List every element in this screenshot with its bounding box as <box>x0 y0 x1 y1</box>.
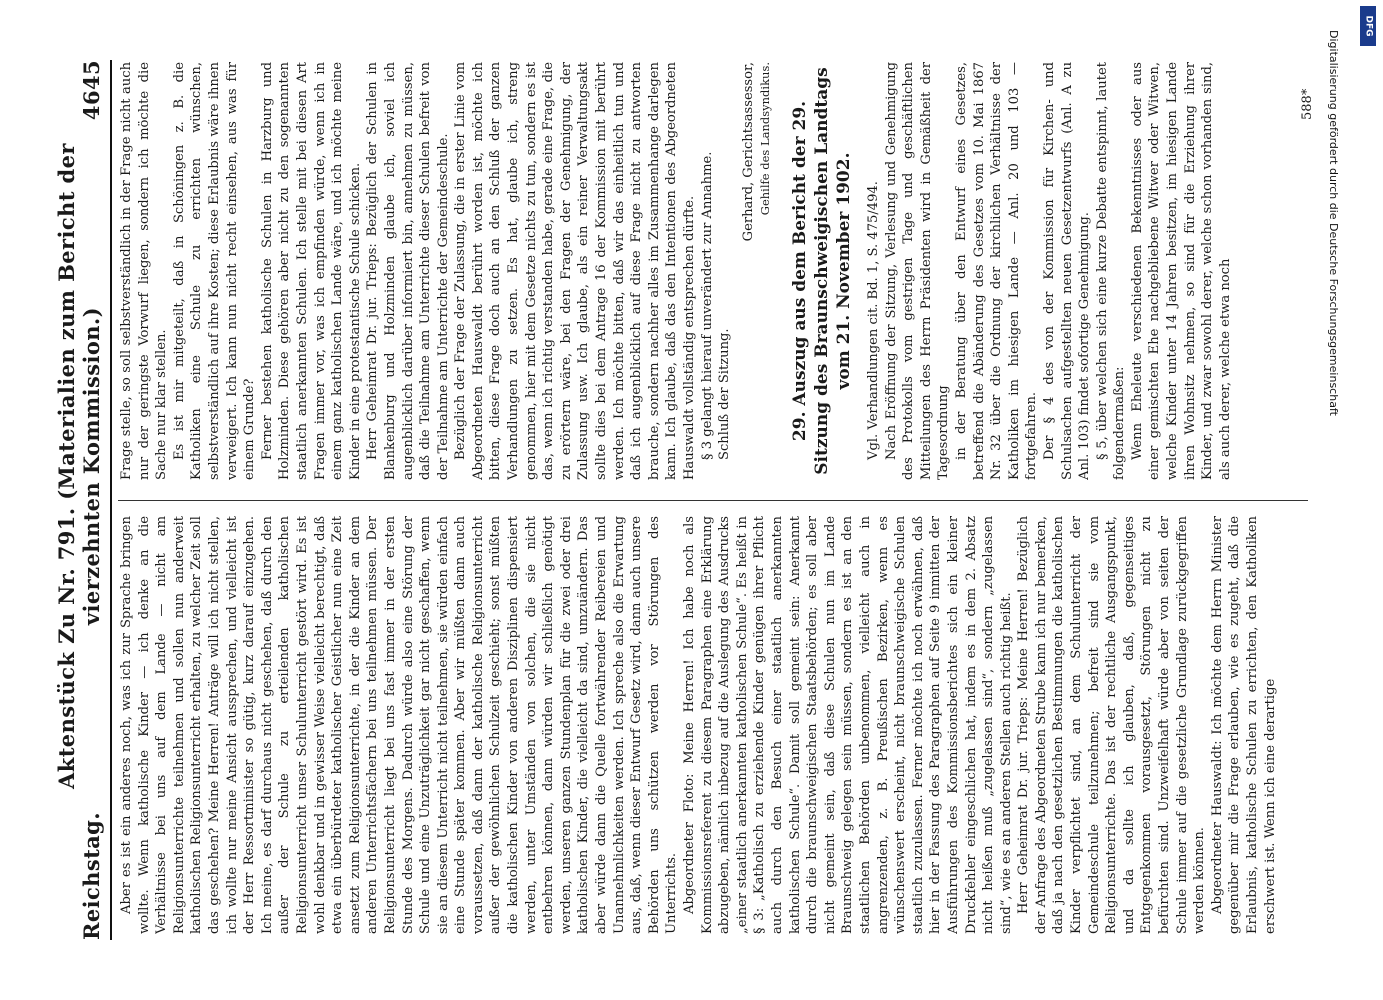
paragraph: Ferner bestehen katholische Schulen in Harzburg und Holzminden. Diese gehören aber nicht zu den sogenannten staatlich anerkannten Schulen. Ich stelle mit bei diesen Art Fragen immer vor, was ich empfinden würde, wenn ich in einem ganz katholischen Lande wäre, und ich möchte meine Kinder in eine protestantische Schule schicken. <box>259 62 363 480</box>
signature: Gerhard, Gerichtsassessor, <box>740 62 756 242</box>
footer-signature-mark: 588* <box>1300 88 1315 120</box>
paragraph: in der Beratung über den Entwurf eines Gesetzes, betreffend die Abänderung des Gesetzes vom 10. Mai 1867 Nr. 32 über die Ordnung der kirchlichen Verhältnisse der Katholiken im hiesigen Lande — Anl. 20 und 103 — fortgefahren. <box>953 62 1040 480</box>
header-title: Aktenstück Zu Nr. 791. (Materialien zum Bericht der vierzehnten Kommission.) <box>54 143 104 789</box>
dfg-logo-text: DFG <box>1363 15 1374 37</box>
paragraph: Abgeordneter Floto: Meine Herren! Ich habe noch als Kommissionsreferent zu diesem Paragraphen eine Erklärung abzugeben, nämlich inbezug auf die Auslegung des Ausdrucks „einer staatlich anerkannten katholischen Schule“. Es heißt in § 3: „Katholisch zu erziehende Kinder genügen ihrer Pflicht auch durch den Besuch einer staatlich anerkannten katholischen Schule“. Damit soll gemeint sein: Anerkannt durch die braunschweigischen Staatsbehörden; es soll aber nicht gemeint sein, daß diese Schulen nun im Lande Braunschweig gelegen sein müssen, sondern es ist an den staatlichen Behörden unbenommen, vielleicht auch in angrenzenden, z. B. Preußischen Bezirken, wenn es wünschenswert erscheint, nicht braunschweigische Schulen staatlich zuzulassen. Ferner möchte ich noch erwähnen, daß hier in der Fassung des Paragraphen auf Seite 9 inmitten der Ausführungen des Kommissionsberichtes sich ein kleiner Druckfehler eingeschlichen hat, indem es in dem 2. Absatz nicht heißen muß „zugelassen sind“, sondern „zugelassen sind“, wie es an anderen Stellen auch richtig heißt. <box>682 516 1014 934</box>
left-column <box>118 516 1318 934</box>
digitization-credit: Digitalisierung gefördert durch die Deutsche Forschungsgemeinschaft <box>1327 30 1340 416</box>
paragraph: Abgeordneter Hauswaldt: Ich möchte dem Herrn Minister gegenüber mir die Frage erlauben, wie es zugeht, daß die Erlaubnis, katholische Schulen zu errichten, den Katholiken erschwert ist. Wenn ich eine derartige <box>1209 516 1278 934</box>
paragraph: Vgl. Verhandlungen cit. Bd. 1, S. 475/494. <box>865 181 881 460</box>
section-heading: 29. Auszug aus dem Bericht der 29. Sitzung des Braunschweigischen Landtags vom 21. November 1902. <box>789 67 854 475</box>
page-number: 4645 <box>79 60 104 121</box>
right-column <box>118 62 1318 480</box>
header-left: Reichstag. <box>79 812 104 940</box>
dfg-logo <box>1360 6 1376 46</box>
column-divider <box>118 500 1308 501</box>
paragraph: Herr Geheimrat Dr. jur. Trieps: Bezüglich der Schulen in Blankenburg und Holzminden glaube ich, soviel ich augenblicklich darüber informiert bin, annehmen zu müssen, daß die Teilnahme am Unterrichte dieser Schulen befreit von der Teilnahme am Unterrichte der Gemeindeschule. <box>365 62 451 480</box>
running-header <box>54 60 112 940</box>
paragraph: Es ist mir mitgeteilt, daß in Schöningen z. B. die Katholiken eine Schule zu errichten wünschen, selbstverständlich auf ihre Kosten; diese Erlaubnis wäre ihnen verweigert. Ich kann nun nicht recht einsehen, aus was für einem Grunde? <box>171 62 258 480</box>
paragraph: Herr Geheimrat Dr. jur. Trieps: Meine Herren! Bezüglich der Anfrage des Abgeordneten Strube kann ich nur bemerken, daß ja nach den gesetzlichen Bestimmungen die katholischen Kinder verpflichtet sind, an dem Schulunterricht der Gemeindeschule teilzunehmen; befreit sind sie vom Religionsunterrichte. Das ist der rechtliche Ausgangspunkt, und da sollte ich glauben, daß, gegenseitiges Entgegenkommen vorausgesetzt, Störungen nicht zu befürchten sind. Unzweifelhaft würde aber von seiten der Schule immer auf die gesetzliche Grundlage zurückgegriffen werden können. <box>1016 516 1208 934</box>
paragraph: Der § 4 des von der Kommission für Kirchen- und Schulsachen aufgestellten neuen Gesetzentwurfs (Anl. A zu Anl. 103) findet sofortige Genehmigung. <box>1041 62 1093 480</box>
paragraph: Nach Eröffnung der Sitzung, Verlesung und Genehmigung des Protokolls vom gestrigen Tage und geschäftlichen Mitteilungen des Herrn Präsidenten wird in Gemäßheit der Tagesordnung <box>883 62 952 480</box>
paragraph: Wenn Eheleute verschiedenen Bekenntnisses oder aus einer gemischten Ehe nachgebliebene Witwer oder Witwen, welche Kinder unter 14 Jahren besitzen, im hiesigen Lande ihren Wohnsitz nehmen, so sind für die Erziehung ihrer Kinder, und zwar sowohl derer, welche schon vorhanden sind, als auch derer, welche etwa noch <box>1129 62 1233 480</box>
paragraph: Frage stelle, so soll selbstverständlich in der Frage nicht auch nur der geringste Vorwurf liegen, sondern ich möchte die Sache nur klar stellen. <box>119 62 170 480</box>
paragraph: § 5, über welchen sich eine kurze Debatte entspinnt, lautet folgendermaßen: <box>1094 62 1128 480</box>
paragraph: Bezüglich der Frage der Zulassung, die in erster Linie vom Abgeordneten Hauswaldt berührt worden ist, möchte ich bitten, diese Frage doch auch an den Schluß der ganzen Verhandlungen zu setzen. Es hat, glaube ich, streng genommen, hier mit dem Gesetze nichts zu tun, sondern es ist das, wenn ich richtig verstanden habe, gerade eine Frage, die zu erörtern wäre, bei den Fragen der Genehmigung, der Zulassung usw. Ich glaube, als ein reiner Verwaltungsakt sollte dies bei dem Antrage 16 der Kommission mit berührt werden. Ich möchte bitten, daß wir das einheitlich tun und daß ich augenblicklich auf diese Frage nicht zu antworten brauche, sondern nachher alles im Zusammenhange darlegen kann. Ich glaube, daß das den Intentionen des Abgeordneten Hauswaldt vollständig entsprechen dürfte. <box>453 62 697 480</box>
paragraph: Schluß der Sitzung. <box>717 328 733 460</box>
signature-subtitle: Gehilfe des Landsyndikus. <box>758 62 773 216</box>
paragraph: § 3 gelangt hierauf unverändert zur Annahme. <box>699 151 715 460</box>
paragraph: Aber es ist ein anderes noch, was ich zur Sprache bringen wollte. Wenn katholische Kinder — ich denke an die Verhältnisse bei uns auf dem Lande — nicht am Religionsunterrichte teilnehmen und sollen nun anderweit katholischen Religionsunterricht erhalten, zu welcher Zeit soll das geschehen? Meine Herren! Anträge will ich nicht stellen, ich wollte nur meine Ansicht aussprechen, und vielleicht ist der Herr Ressortminister so gütig, kurz darauf einzugehen. Ich meine, es darf durchaus nicht geschehen, daß durch den außer der Schule zu erteilenden katholischen Religionsunterricht unser Schulunterricht gestört wird. Es ist wohl denkbar und in gewisser Weise vielleicht berechtigt, daß etwa ein überbürdeter katholischer Geistlicher nun eine Zeit ansetzt zum Religionsunterrichte, in der die Kinder an dem anderen Unterrichtsfächern bei uns teilnehmen müssen. Der Religionsunterricht liegt bei uns fast immer in der ersten Stunde des Morgens. Dadurch würde also eine Störung der Schule und eine Unzuträglichkeit gar nicht geschaffen, wenn sie an diesem Unterricht nicht teilnehmen, sie würden einfach eine Stunde später kommen. Aber wir müßten dann auch voraussetzen, daß dann der katholische Religionsunterricht außer der gewöhnlichen Schulzeit geschieht; sonst müßten die katholischen Kinder von anderen Disziplinen dispensiert werden, unter Umständen von solchen, die sie nicht entbehren können, dann würden wir schließlich genötigt werden, unseren ganzen Stundenplan für die zwei oder drei katholischen Kinder, die vielleicht da sind, umzuändern. Das aber würde dann die Quelle fortwährender Reibereien und Unannehmlichkeiten werden. Ich spreche also die Erwartung aus, daß, wenn dieser Entwurf Gesetz wird, dann auch unsere Behörden uns schützen werden vor Störungen des Unterrichts. <box>119 516 680 934</box>
